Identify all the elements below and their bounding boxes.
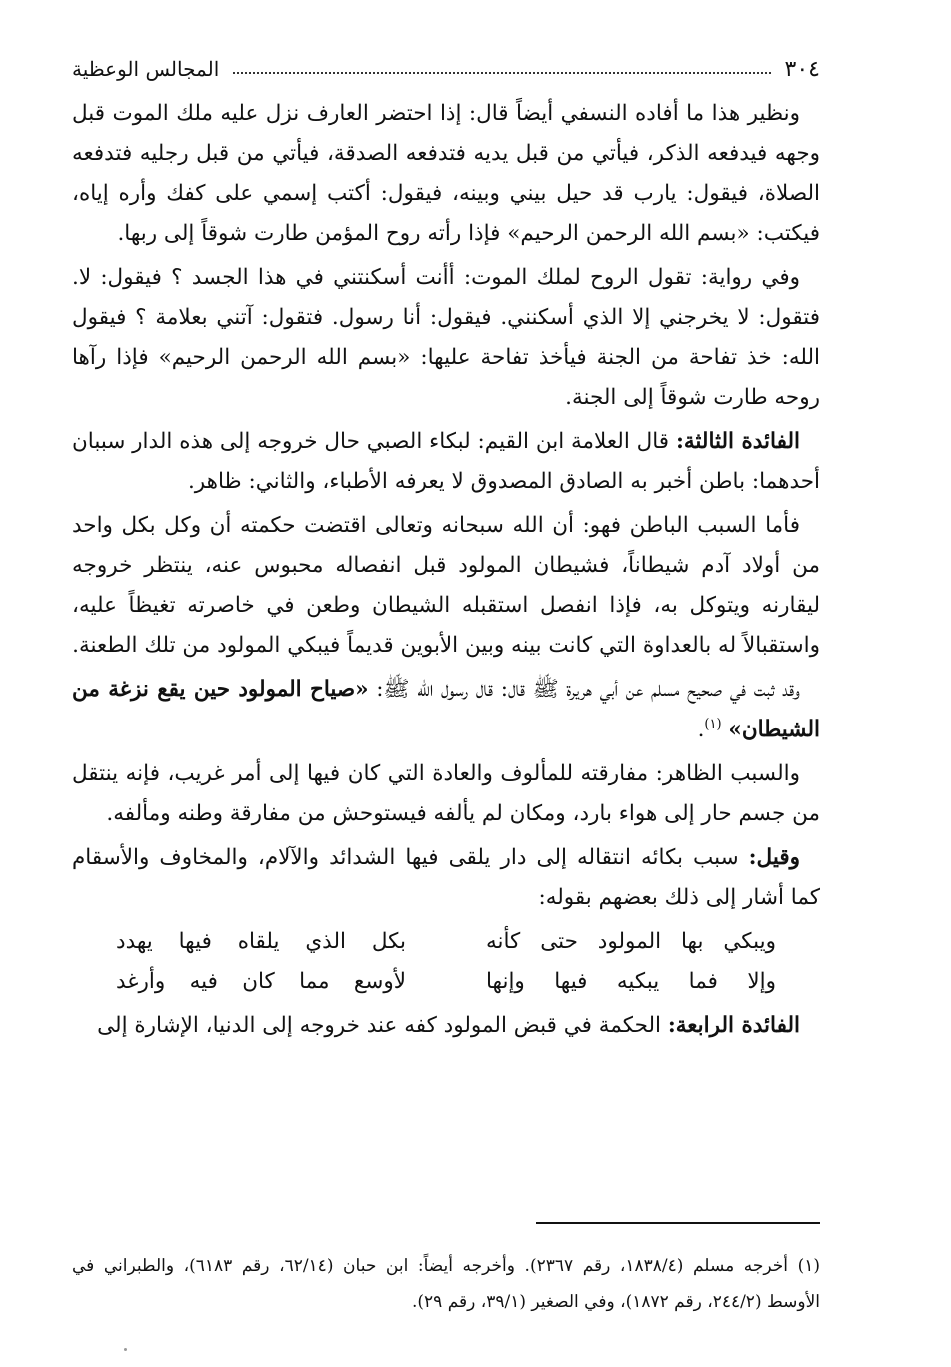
verse-first-half: وإلا فما يبكيه فيها وإنها: [486, 969, 776, 994]
scan-speck: [124, 1348, 127, 1351]
paragraph-text: فأما السبب الباطن فهو: أن الله سبحانه وتعالى اقتضت حكمته أن وكل بكل واحد من أولاد آدم شيطاناً، فشيطان المولود قبل انفصاله محبوس عنه، ينتظر خروجه ليقارنه ويتوكل به، فإذا انفصل استقبله الشيطان وطعن في خاصرته تغيظاً عليه، واستقبالاً له بالعداوة التي كانت بينه وبين الأبوين قديماً فيبكي المولود من تلك الطعنة.: [72, 513, 820, 658]
hadith-paragraph: [72, 670, 820, 750]
verse-second-half: لأوسع مما كان فيه وأرغد: [116, 969, 406, 994]
paragraph: [72, 754, 820, 834]
running-header: [72, 52, 820, 86]
verse-first-half: ويبكي بها المولود حتى كأنه: [486, 929, 776, 954]
hadith-end: .: [697, 717, 705, 742]
main-text: [72, 94, 820, 1046]
paragraph: [72, 838, 820, 918]
page-number: ٣٠٤: [784, 56, 820, 82]
book-page: [72, 52, 820, 1352]
book-title: المجالس الوعظية: [72, 57, 220, 81]
poem-verse: [72, 922, 820, 962]
paragraph-lead: الفائدة الثالثة:: [675, 429, 800, 454]
paragraph: [72, 506, 820, 666]
header-dotted-leader: [233, 72, 770, 74]
paragraph-lead: وقيل:: [748, 845, 800, 870]
footnote-separator: [536, 1222, 820, 1224]
paragraph-lead: الفائدة الرابعة:: [667, 1013, 800, 1038]
hadith-intro: وقد ثبت في صحيح مسلم عن أبي هريرة ﷺ قال: قال رسول الله ﷺ:: [368, 677, 800, 702]
paragraph: [72, 422, 820, 502]
paragraph: [72, 94, 820, 254]
footnotes: [72, 1248, 820, 1320]
paragraph-text: الحكمة في قبض المولود كفه عند خروجه إلى الدنيا، الإشارة إلى: [97, 1013, 668, 1038]
poem-verse: [72, 962, 820, 1002]
footnote-reference[interactable]: (١): [704, 716, 722, 732]
paragraph-text: وفي رواية: تقول الروح لملك الموت: أأنت أسكنتني في هذا الجسد ؟ فيقول: لا. فتقول: لا يخرجني إلا الذي أسكنني. فيقول: أنا رسول. فتقول: آتني بعلامة ؟ فيقول الله: خذ تفاحة من الجنة فيأخذ تفاحة عليها: «بسم الله الرحمن الرحيم» فإذا رآها روحه طارت شوقاً إلى الجنة.: [72, 265, 820, 410]
verse-second-half: بكل الذي يلقاه فيها يهدد: [116, 929, 406, 954]
footnote: (١) أخرجه مسلم (١٨٣٨/٤، رقم ٢٣٦٧). وأخرجه أيضاً: ابن حبان (٦٢/١٤، رقم ٦١٨٣)، والطبراني في الأوسط (٢٤٤/٢، رقم ١٨٧٢)، وفي الصغير (٣٩/١، رقم ٢٩).: [72, 1256, 820, 1312]
paragraph-text: سبب بكائه انتقاله إلى دار يلقى فيها الشدائد والآلام، والمخاوف والأسقام كما أشار إلى ذلك بعضهم بقوله:: [72, 845, 820, 910]
paragraph: [72, 258, 820, 418]
paragraph-text: والسبب الظاهر: مفارقته للمألوف والعادة التي كان فيها إلى أمر غريب، فإنه ينتقل من جسم حار إلى هواء بارد، ومكان لم يألفه فيستوحش من مفارقة وطنه ومألفه.: [72, 761, 820, 826]
paragraph: [72, 1006, 820, 1046]
paragraph-text: ونظير هذا ما أفاده النسفي أيضاً قال: إذا احتضر العارف نزل عليه ملك الموت قبل وجهه فيدفعه الذكر، فيأتي من قبل يديه فتدفعه الصدقة، فيأتي من قبل رجليه فتدفعه الصلاة، فيقول: يارب قد حيل بيني وبينه، فيقول: أكتب إسمي على كفك وأره إياه، فيكتب: «بسم الله الرحمن الرحيم» فإذا رأته روح المؤمن طارت شوقاً إلى ربها.: [72, 101, 820, 246]
paragraph-text: قال العلامة ابن القيم: لبكاء الصبي حال خروجه إلى هذه الدار سببان أحدهما: باطن أخبر به الصادق المصدوق لا يعرفه الأطباء، والثاني: ظاهر.: [72, 429, 820, 494]
poem: [72, 922, 820, 1002]
hadith-quote: «صياح المولود حين يقع نزغة من الشيطان»: [72, 677, 820, 742]
